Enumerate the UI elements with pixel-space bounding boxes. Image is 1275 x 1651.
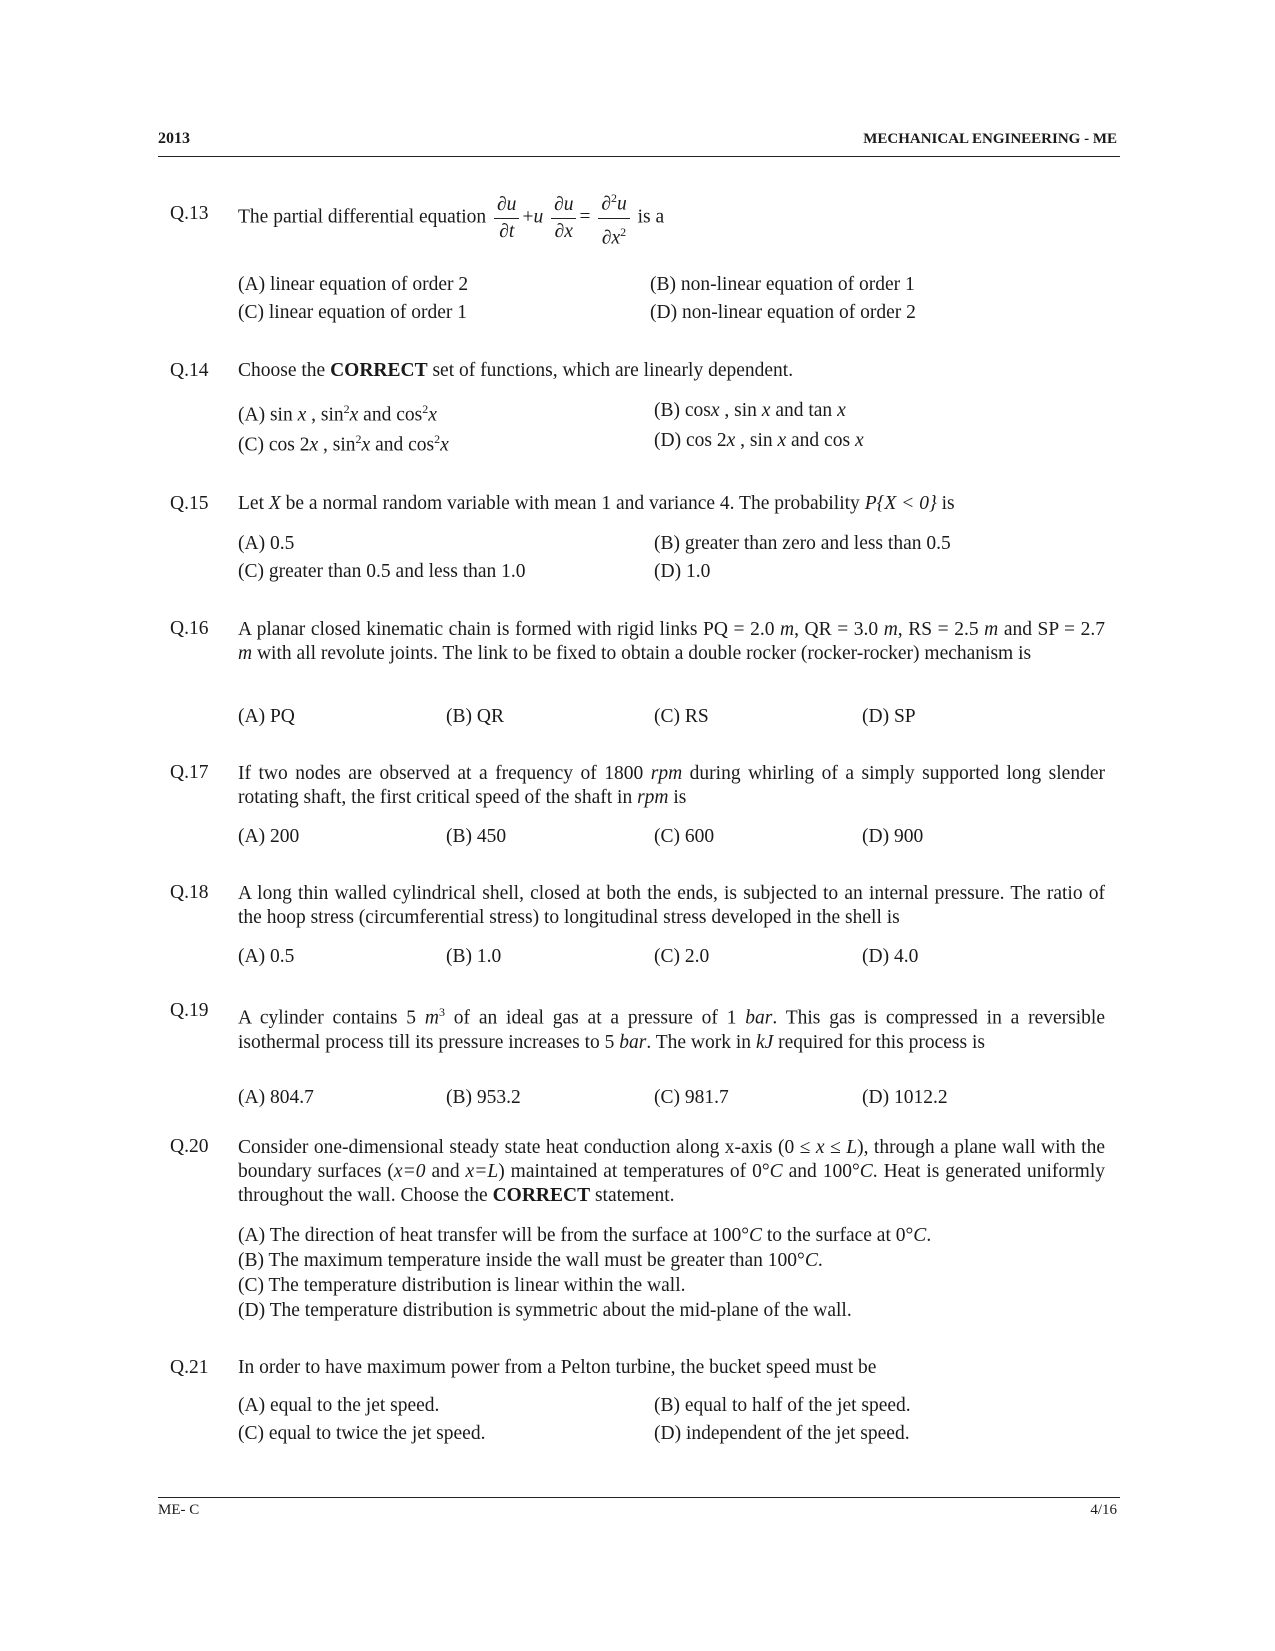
q21-stem: In order to have maximum power from a Pelton turbine, the bucket speed must be: [238, 1357, 877, 1378]
q17-number: Q.17: [170, 762, 209, 783]
exam-subject: MECHANICAL ENGINEERING - ME: [863, 131, 1117, 147]
q13-stem-text: The partial differential equation: [238, 206, 487, 228]
q15-option-d: (D) 1.0: [654, 561, 711, 582]
q14-stem: Choose the CORRECT set of functions, which are linearly dependent.: [238, 360, 794, 381]
q18-option-b: (B) 1.0: [446, 946, 502, 967]
q13-stem: The partial differential equation $\frac{\partial u}{\partial t}$ +u $\frac{\partial u}{\partial x}$ = $\frac{\partial^2u}{\partial x^2}$ is a: [238, 185, 664, 251]
q20-number: Q.20: [170, 1136, 209, 1157]
q14-option-c: (C) cos 2x , $\sin^2x$ and $\cos^2x$: [238, 432, 449, 456]
q18-option-c: (C) 2.0: [654, 946, 710, 967]
q18-option-d: (D) 4.0: [862, 946, 919, 967]
footer-code: ME- C: [158, 1502, 200, 1518]
q13-option-a: (A) linear equation of order 2: [238, 274, 469, 295]
q13-option-c: (C) linear equation of order 1: [238, 302, 468, 323]
q19-option-d: (D) 1012.2: [862, 1087, 948, 1108]
q14-option-b: (B) cosx , sin x and tan x: [654, 400, 846, 421]
q19-option-c: (C) 981.7: [654, 1087, 729, 1108]
q15-option-c: (C) greater than 0.5 and less than 1.0: [238, 561, 526, 582]
q18-stem: A long thin walled cylindrical shell, closed at both the ends, is subjected to an internal pressure. The ratio of the hoop stress (circumferential stress) to longitudinal stress developed in the shell is: [238, 883, 1105, 928]
q20-option-b: (B) The maximum temperature inside the wall must be greater than 100°C.: [238, 1250, 823, 1271]
q13-frac-3: $\frac{\partial^2u}{\partial x^2}$: [598, 185, 629, 251]
q15-stem: Let X be a normal random variable with mean 1 and variance 4. The probability P{X < 0} is: [238, 493, 955, 514]
q13-option-b: (B) non-linear equation of order 1: [650, 274, 915, 295]
q13-frac-2: $\frac{\partial u}{\partial x}$: [551, 192, 576, 245]
q16-number: Q.16: [170, 618, 209, 639]
q19-stem: A cylinder contains 5 $m^3$ of an ideal gas at a pressure of 1 bar. This gas is compressed in a reversible isothermal process till its pressure increases to 5 bar. The work in kJ required for this process is: [238, 1005, 1105, 1053]
q16-stem: A planar closed kinematic chain is formed with rigid links PQ = 2.0 m, QR = 3.0 m, RS = 2.5 m and SP = 2.7 m with all revolute joints. The link to be fixed to obtain a double rocker (rocker-rocker) mechanism is: [238, 619, 1105, 664]
q15-number: Q.15: [170, 493, 209, 514]
q16-option-d: (D) SP: [862, 706, 916, 727]
q15-option-b: (B) greater than zero and less than 0.5: [654, 533, 951, 554]
q14-option-d: (D) cos 2x , sin x and cos x: [654, 430, 864, 451]
q17-option-a: (A) 200: [238, 826, 300, 847]
q20-option-d: (D) The temperature distribution is symmetric about the mid-plane of the wall.: [238, 1300, 852, 1321]
page-number: 4/16: [1090, 1502, 1117, 1518]
q13-option-d: (D) non-linear equation of order 2: [650, 302, 916, 323]
header-rule: [158, 156, 1120, 157]
q17-option-b: (B) 450: [446, 826, 507, 847]
q16-option-c: (C) RS: [654, 706, 709, 727]
q14-option-a: (A) sin x , $\sin^2x$ and $\cos^2x$: [238, 402, 437, 426]
q19-option-b: (B) 953.2: [446, 1087, 521, 1108]
q16-option-a: (A) PQ: [238, 706, 295, 727]
q17-option-c: (C) 600: [654, 826, 715, 847]
q18-option-a: (A) 0.5: [238, 946, 295, 967]
q21-option-b: (B) equal to half of the jet speed.: [654, 1395, 911, 1416]
q19-option-a: (A) 804.7: [238, 1087, 314, 1108]
q13-frac-1: $\frac{\partial u}{\partial t}$: [494, 192, 519, 245]
q16-option-b: (B) QR: [446, 706, 504, 727]
q20-option-c: (C) The temperature distribution is linear within the wall.: [238, 1275, 686, 1296]
q15-option-a: (A) 0.5: [238, 533, 295, 554]
q18-number: Q.18: [170, 882, 209, 903]
q21-option-d: (D) independent of the jet speed.: [654, 1423, 910, 1444]
q20-stem: Consider one-dimensional steady state heat conduction along x-axis (0 ≤ x ≤ L), through a plane wall with the boundary surfaces (x=0 and x=L) maintained at temperatures of 0°C and 100°C. Heat is generated uniformly throughout the wall. Choose the CORRECT statement.: [238, 1137, 1106, 1206]
q21-option-a: (A) equal to the jet speed.: [238, 1395, 440, 1416]
q21-option-c: (C) equal to twice the jet speed.: [238, 1423, 486, 1444]
q17-option-d: (D) 900: [862, 826, 924, 847]
q13-stem-end: is a: [637, 206, 665, 228]
q17-stem: If two nodes are observed at a frequency of 1800 rpm during whirling of a simply supported long slender rotating shaft, the first critical speed of the shaft in rpm is: [238, 763, 1105, 808]
footer-rule: [158, 1497, 1120, 1498]
q20-option-a: (A) The direction of heat transfer will be from the surface at 100°C to the surface at 0°C.: [238, 1225, 932, 1246]
q13-number: Q.13: [170, 203, 209, 224]
q21-number: Q.21: [170, 1357, 209, 1378]
q14-number: Q.14: [170, 360, 209, 381]
q19-number: Q.19: [170, 1000, 209, 1021]
exam-year: 2013: [158, 130, 190, 147]
